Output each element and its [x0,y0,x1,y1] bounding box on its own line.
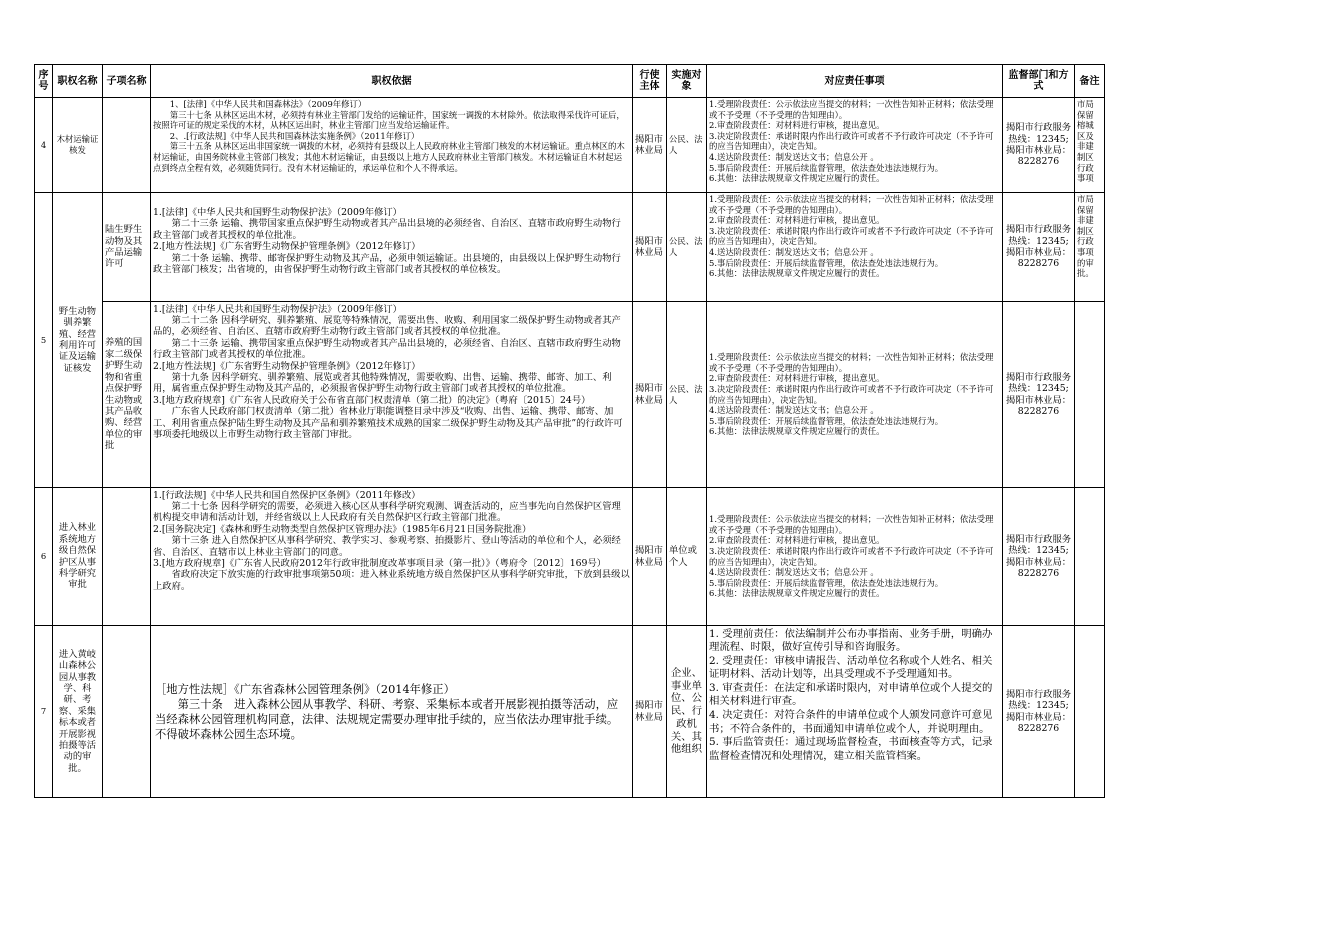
basis-line: 1.[行政法规]《中华人民共和国自然保护区条例》（2011年修改） [153,489,421,501]
table-row [35,626,1105,798]
row-target: 企业、事业单位、公民、行政机关、其他组织 [667,626,707,798]
row-duty [707,302,1003,488]
header-subject: 行使主体 [633,65,667,98]
duty-text: 1.受理阶段责任：公示依法应当提交的材料；一次性告知补正材料；依法受理或不予受理（不予受理的告知理由）。 2.审查阶段责任：对材料进行审核，提出意见。 3.决定阶段责任：承诺时限内作出行政许可或者不予行政许可决定（不予许可的应当告知理由），决定告知。 4.送达阶段责任：制发送达文书；信息公开 。 5.事后阶段责任：开展后续监督管理，依法查处违法违规行为。 6.其他：法律法规规章文件规定应履行的责任。 [709,99,994,184]
row-remark [1075,302,1105,488]
row-basis [151,302,633,488]
header-supervise: 监督部门和方式 [1003,65,1075,98]
row-target: 公民、法人 [667,193,707,302]
row-supervise: 揭阳市行政服务热线：12345;揭阳市林业局：8228276 [1003,488,1075,626]
duty-text: 1.受理阶段责任：公示依法应当提交的材料；一次性告知补正材料；依法受理或不予受理（不予受理的告知理由）。 2.审查阶段责任：对材料进行审核，提出意见。 3.决定阶段责任：承诺时限内作出行政许可或者不予行政许可决定（不予许可的应当告知理由），决定告知。 4.送达阶段责任：制发送达文书；信息公开 。 5.事后阶段责任：开展后续监督管理，依法查处违法违规行为。 6.其他：法律法规规章文件规定应履行的责任。 [709,194,994,279]
basis-line: ［地方性法规］《广东省森林公园管理条例》（2014年修正） [155,682,455,696]
row-sub [103,626,151,798]
header-sub: 子项名称 [103,65,151,98]
table-row [35,98,1105,193]
row-target: 单位或个人 [667,488,707,626]
row-sub: 养殖的国家二级保护野生动物和省重点保护野生动物或其产品收购、经营单位的审批 [103,302,151,488]
row-no: 6 [35,488,53,626]
basis-line: 第三十条 进入森林公园从事教学、科研、考察、采集标本或者开展影视拍摄等活动，应当经森林公园管理机构同意，法律、法规规定需要办理审批手续的，应当依法办理审批手续。不得破坏森林公园生态环境。 [155,697,619,741]
row-supervise: 揭阳市行政服务热线：12345;揭阳市林业局：8228276 [1003,302,1075,488]
header-name: 职权名称 [53,65,103,98]
row-duty [707,626,1003,798]
row-remark [1075,98,1105,193]
row-target: 公民、法人 [667,98,707,193]
basis-line: 1.[法律]《中华人民共和国野生动物保护法》（2009年修订） [153,207,402,218]
row-subject: 揭阳市林业局 [633,302,667,488]
row-subject: 揭阳市林业局 [633,193,667,302]
row-no: 4 [35,98,53,193]
row-remark [1075,488,1105,626]
row-subject: 揭阳市林业局 [633,488,667,626]
row-basis [151,626,633,798]
basis-line: 第二十三条 运输、携带国家重点保护野生动物或者其产品出县境的必须经省、自治区、直辖市政府野生动物行政主管部门或者其授权的单位批准。 [153,218,621,241]
row-sub [103,98,151,193]
basis-line: 第二十三条 运输、携带国家重点保护野生动物或者其产品出县境的，必须经省、自治区、直辖市政府野生动物行政主管部门或者其授权的单位批准。 [153,337,621,361]
basis-line: 2.[地方性法规]《广东省野生动物保护管理条例》（2012年修订） [153,360,421,372]
row-name: 野生动物驯养繁殖、经营利用许可证及运输证核发 [53,193,103,488]
duty-table [34,64,1105,798]
header-target: 实施对象 [667,65,707,98]
basis-line: 3.[地方政府规章]《广东省人民政府2012年行政审批制度改革事项目录（第一批）》（粤府令〔2012〕169号） [153,557,607,569]
row-target: 公民、法人 [667,302,707,488]
remark-text: 市局保留非建制区行政事项的审批。 [1077,194,1094,279]
duty-text: 1.受理阶段责任：公示依法应当提交的材料；一次性告知补正材料；依法受理或不予受理（不予受理的告知理由）。 2.审查阶段责任：对材料进行审核，提出意见。 3.决定阶段责任：承诺时限内作出行政许可或者不予行政许可决定（不予许可的应当告知理由），决定告知。 4.送达阶段责任：制发送达文书；信息公开 。 5.事后阶段责任：开展后续监督管理，依法查处违法违规行为。 6.其他：法律法规规章文件规定应履行的责任。 [709,514,994,599]
header-duty: 对应责任事项 [707,65,1003,98]
duty-text: 1.受理阶段责任：公示依法应当提交的材料；一次性告知补正材料；依法受理或不予受理（不予受理的告知理由）。 2.审查阶段责任：对材料进行审核，提出意见。 3.决定阶段责任：承诺时限内作出行政许可或者不予行政许可决定（不予许可的应当告知理由），决定告知。 4.送达阶段责任：制发送达文书；信息公开 。 5.事后阶段责任：开展后续监督管理，依法查处违法违规行为。 6.其他：法律法规规章文件规定应履行的责任。 [709,352,994,437]
basis-line: 2、.[行政法规]《中华人民共和国森林法实施条例》（2011年修订） [169,130,420,141]
header-remark: 备注 [1075,65,1105,98]
row-name: 进入林业系统地方级自然保护区从事科学研究审批 [53,488,103,626]
basis-line: 第三十五条 从林区运出非国家统一调拨的木材，必须持有县级以上人民政府林业主管部门核发的木材运输证。重点林区的木材运输证，由国务院林业主管部门核发；其他木材运输证，由县级以上地方人民政府林业主管部门核发。木材运输证自木材起运点到终点全程有效，必须随货同行。没有木材运输证的，承运单位和个人不得承运。 [153,141,625,173]
row-remark [1075,193,1105,302]
basis-line: 第十三条 进入自然保护区从事科学研究、教学实习、参观考察、拍摄影片、登山等活动的单位和个人，必须经省、自治区、直辖市以上林业主管部门的同意。 [153,535,621,558]
table-row [35,302,1105,488]
row-subject: 揭阳市林业局 [633,98,667,193]
basis-line: 第二十二条 因科学研究、驯养繁殖、展览等特殊情况，需要出售、收购、利用国家二级保护野生动物或者其产品的，必须经省、自治区、直辖市政府野生动物行政主管部门或者其授权的单位批准。 [153,314,621,338]
remark-text: 市局保留榕城区及非建制区行政事项 [1077,99,1094,184]
header-row [35,65,1105,98]
table-row [35,488,1105,626]
row-supervise: 揭阳市行政服务热线：12345;揭阳市林业局：8228276 [1003,193,1075,302]
row-basis [151,193,633,302]
basis-line: 第三十七条 从林区运出木材，必须持有林业主管部门发给的运输证件，国家统一调拨的木材除外。依法取得采伐许可证后，按照许可证的规定采伐的木材，从林区运出时，林业主管部门应当发给运输证件。 [153,109,625,131]
row-remark [1075,626,1105,798]
row-supervise: 揭阳市行政服务热线：12345;揭阳市林业局：8228276 [1003,626,1075,798]
row-no: 7 [35,626,53,798]
basis-line: 1、[法律]《中华人民共和国森林法》（2009年修订） [169,99,367,109]
row-basis [151,488,633,626]
basis-line: 3.[地方政府规章]《广东省人民政府关于公布省直部门权责清单（第二批）的决定》（粤府〔2015〕24号） [153,394,591,406]
row-sub [103,488,151,626]
header-basis: 职权依据 [151,65,633,98]
row-name: 进入黄岐山森林公园从事教学、科研、考察、采集标本或者开展影视拍摄等活动的审批。 [53,626,103,798]
table-row [35,193,1105,302]
basis-line: 第十九条 因科学研究、驯养繁殖、展览或者其他特殊情况，需要收购、出售、运输、携带、邮寄、加工、利用，属省重点保护野生动物及其产品的，必须报省保护野生动物行政主管部门或者其授权的单位批准。 [153,371,612,395]
row-duty [707,98,1003,193]
row-no: 5 [35,193,53,488]
row-basis [151,98,633,193]
basis-line: 2.[国务院决定]《森林和野生动物类型自然保护区管理办法》（1985年6月21日国务院批准） [153,523,532,535]
basis-line: 第二十七条 因科学研究的需要，必须进入核心区从事科学研究观测、调查活动的，应当事先向自然保护区管理机构提交申请和活动计划，并经省级以上人民政府有关自然保护区行政主管部门批准。 [153,500,621,524]
row-supervise: 揭阳市行政服务热线：12345;揭阳市林业局：8228276 [1003,98,1075,193]
duty-text: 1. 受理前责任：依法编制并公布办事指南、业务手册，明确办理流程、时限，做好宣传引导和咨询服务。 2. 受理责任：审核申请报告、活动单位名称或个人姓名、相关证明材料、活动计划等，出具受理或不予受理通知书。 3. 审查责任：在法定和承诺时限内，对申请单位或个人提交的相关材料进行审查。 4. 决定责任：对符合条件的申请单位或个人颁发同意许可意见书；不符合条件的，书面通知申请单位或个人，并说明理由。 5. 事后监管责任：通过现场监督检查，书面核查等方式，记录监督检查情况和处理情况，建立相关监管档案。 [709,627,993,762]
row-name: 木材运输证核发 [53,98,103,193]
row-duty [707,488,1003,626]
row-duty [707,193,1003,302]
basis-line: 1.[法律]《中华人民共和国野生动物保护法》（2009年修订） [153,303,402,315]
basis-line: 省政府决定下放实施的行政审批事项第50项：进入林业系统地方级自然保护区从事科学研究审批，下放到县级以上政府。 [153,569,630,592]
basis-line: 第二十条 运输、携带、邮寄保护野生动物及其产品，必须申领运输证。出县境的，由县级以上保护野生动物行政主管部门核发；出省境的，由省保护野生动物行政主管部门或者其授权的单位核发。 [153,252,621,276]
row-sub: 陆生野生动物及其产品运输许可 [103,193,151,302]
row-subject: 揭阳市林业局 [633,626,667,798]
basis-line: 2.[地方性法规]《广东省野生动物保护管理条例》（2012年修订） [153,241,421,253]
basis-line: 广东省人民政府部门权责清单（第二批）省林业厅职能调整目录中涉及“收购、出售、运输、携带、邮寄、加工、利用省重点保护陆生野生动物及其产品和驯养繁殖技术成熟的国家二级保护野生动物及其产品审批”的行政许可事项委托地级以上市野生动物行政主管部门审批。 [153,406,623,440]
header-no: 序号 [35,65,53,98]
